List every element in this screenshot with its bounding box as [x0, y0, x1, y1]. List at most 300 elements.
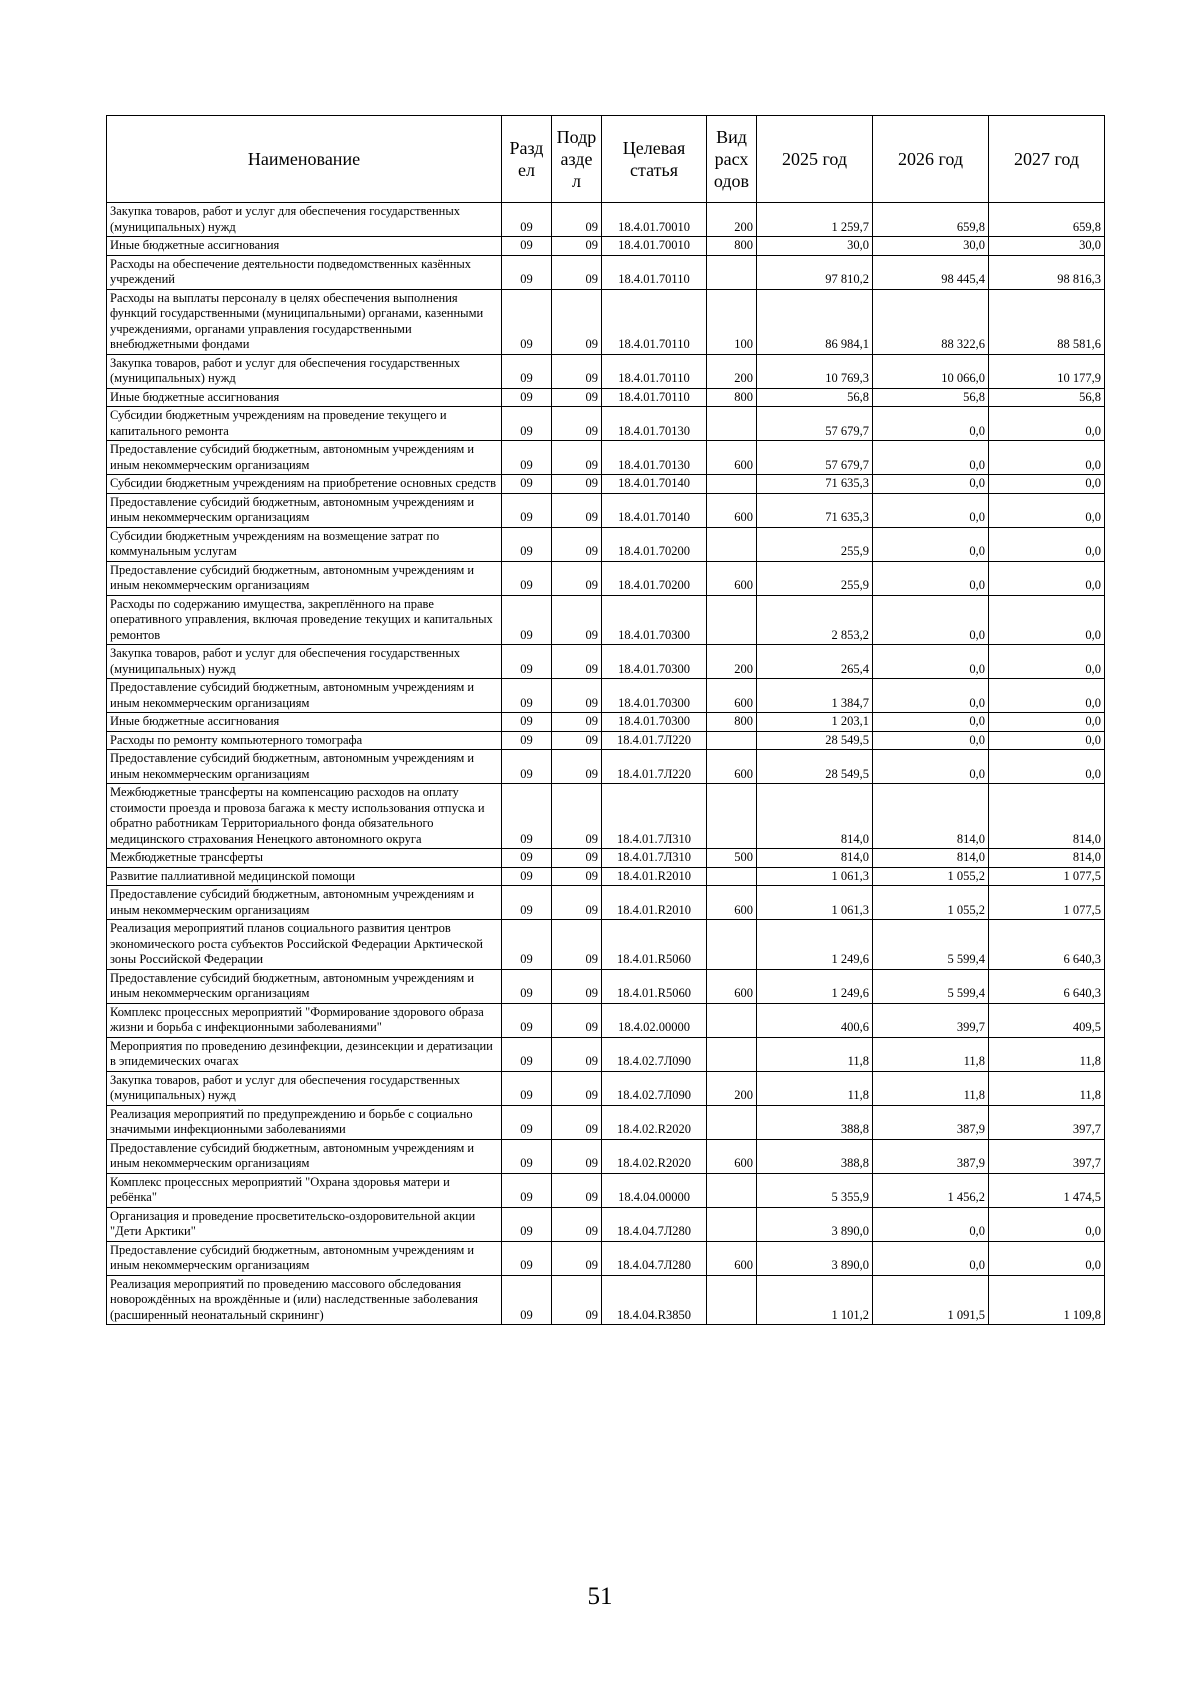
cell-section: 09 [502, 867, 552, 886]
cell-name: Закупка товаров, работ и услуг для обеспечения государственных (муниципальных) нужд [107, 645, 502, 679]
cell-expense-type: 600 [707, 1139, 757, 1173]
cell-subsection: 09 [552, 1173, 602, 1207]
cell-section: 09 [502, 886, 552, 920]
cell-2025: 28 549,5 [757, 750, 873, 784]
cell-expense-type: 600 [707, 750, 757, 784]
header-row [107, 116, 1105, 203]
cell-2027: 0,0 [989, 1207, 1105, 1241]
cell-2025: 97 810,2 [757, 255, 873, 289]
cell-name: Предоставление субсидий бюджетным, автономным учреждениям и иным некоммерческим организациям [107, 886, 502, 920]
header-2027: 2027 год [989, 116, 1105, 203]
cell-name: Предоставление субсидий бюджетным, автономным учреждениям и иным некоммерческим организациям [107, 561, 502, 595]
cell-2025: 3 890,0 [757, 1241, 873, 1275]
cell-2025: 11,8 [757, 1037, 873, 1071]
cell-2025: 10 769,3 [757, 354, 873, 388]
cell-section: 09 [502, 475, 552, 494]
cell-section: 09 [502, 849, 552, 868]
cell-2026: 0,0 [873, 493, 989, 527]
cell-2026: 0,0 [873, 407, 989, 441]
cell-section: 09 [502, 255, 552, 289]
page-number: 51 [587, 1583, 613, 1610]
cell-2026: 0,0 [873, 1241, 989, 1275]
table-row [107, 475, 1105, 494]
cell-target: 18.4.02.7Л090 [602, 1037, 707, 1071]
cell-name: Реализация мероприятий планов социального развития центров экономического роста субъектов Российской Федерации Арктической зоны Российской Федерации [107, 920, 502, 970]
cell-section: 09 [502, 731, 552, 750]
cell-target: 18.4.02.00000 [602, 1003, 707, 1037]
cell-section: 09 [502, 407, 552, 441]
cell-2025: 2 853,2 [757, 595, 873, 645]
table-row [107, 388, 1105, 407]
cell-name: Развитие паллиативной медицинской помощи [107, 867, 502, 886]
cell-section: 09 [502, 1207, 552, 1241]
cell-subsection: 09 [552, 1037, 602, 1071]
header-expense-type: Вид расх одов [707, 116, 757, 203]
cell-2025: 57 679,7 [757, 407, 873, 441]
table-row [107, 493, 1105, 527]
cell-subsection: 09 [552, 679, 602, 713]
header-name: Наименование [107, 116, 502, 203]
cell-subsection: 09 [552, 1071, 602, 1105]
cell-subsection: 09 [552, 441, 602, 475]
cell-2026: 0,0 [873, 527, 989, 561]
cell-2027: 397,7 [989, 1139, 1105, 1173]
cell-subsection: 09 [552, 713, 602, 732]
cell-expense-type [707, 867, 757, 886]
cell-2026: 659,8 [873, 203, 989, 237]
cell-2025: 56,8 [757, 388, 873, 407]
cell-expense-type: 600 [707, 969, 757, 1003]
cell-target: 18.4.04.00000 [602, 1173, 707, 1207]
cell-section: 09 [502, 1139, 552, 1173]
cell-2026: 5 599,4 [873, 969, 989, 1003]
table-row [107, 731, 1105, 750]
cell-2027: 0,0 [989, 407, 1105, 441]
cell-section: 09 [502, 388, 552, 407]
cell-target: 18.4.01.70300 [602, 595, 707, 645]
cell-2026: 11,8 [873, 1037, 989, 1071]
cell-target: 18.4.01.R2010 [602, 886, 707, 920]
budget-table [106, 115, 1105, 1325]
cell-target: 18.4.01.R5060 [602, 969, 707, 1003]
cell-2025: 1 259,7 [757, 203, 873, 237]
cell-2027: 1 077,5 [989, 867, 1105, 886]
cell-section: 09 [502, 1105, 552, 1139]
table-row [107, 645, 1105, 679]
cell-2025: 1 384,7 [757, 679, 873, 713]
cell-section: 09 [502, 1037, 552, 1071]
cell-target: 18.4.02.R2020 [602, 1105, 707, 1139]
cell-2027: 0,0 [989, 750, 1105, 784]
cell-expense-type [707, 1037, 757, 1071]
cell-name: Предоставление субсидий бюджетным, автономным учреждениям и иным некоммерческим организациям [107, 969, 502, 1003]
cell-2025: 3 890,0 [757, 1207, 873, 1241]
cell-2027: 98 816,3 [989, 255, 1105, 289]
cell-subsection: 09 [552, 1207, 602, 1241]
cell-2025: 400,6 [757, 1003, 873, 1037]
cell-section: 09 [502, 784, 552, 849]
cell-2026: 0,0 [873, 441, 989, 475]
cell-subsection: 09 [552, 1139, 602, 1173]
cell-section: 09 [502, 1275, 552, 1325]
cell-section: 09 [502, 645, 552, 679]
cell-2027: 1 077,5 [989, 886, 1105, 920]
cell-2026: 0,0 [873, 475, 989, 494]
table-row [107, 867, 1105, 886]
cell-2026: 814,0 [873, 849, 989, 868]
cell-2025: 1 101,2 [757, 1275, 873, 1325]
cell-2027: 1 109,8 [989, 1275, 1105, 1325]
cell-2026: 56,8 [873, 388, 989, 407]
cell-subsection: 09 [552, 750, 602, 784]
cell-expense-type [707, 407, 757, 441]
cell-target: 18.4.01.70300 [602, 645, 707, 679]
cell-subsection: 09 [552, 1105, 602, 1139]
cell-2027: 0,0 [989, 441, 1105, 475]
cell-subsection: 09 [552, 645, 602, 679]
cell-2027: 56,8 [989, 388, 1105, 407]
cell-name: Предоставление субсидий бюджетным, автономным учреждениям и иным некоммерческим организациям [107, 441, 502, 475]
cell-2025: 5 355,9 [757, 1173, 873, 1207]
cell-2027: 397,7 [989, 1105, 1105, 1139]
cell-section: 09 [502, 493, 552, 527]
cell-expense-type [707, 475, 757, 494]
cell-name: Субсидии бюджетным учреждениям на возмещение затрат по коммунальным услугам [107, 527, 502, 561]
cell-2027: 814,0 [989, 849, 1105, 868]
cell-expense-type: 200 [707, 354, 757, 388]
table-row [107, 1037, 1105, 1071]
cell-2025: 814,0 [757, 849, 873, 868]
header-target: Целевая статья [602, 116, 707, 203]
cell-2027: 11,8 [989, 1037, 1105, 1071]
cell-target: 18.4.01.70110 [602, 354, 707, 388]
table-row [107, 441, 1105, 475]
table-row [107, 255, 1105, 289]
cell-name: Мероприятия по проведению дезинфекции, дезинсекции и дератизации в эпидемических очагах [107, 1037, 502, 1071]
cell-expense-type: 800 [707, 388, 757, 407]
cell-target: 18.4.01.70110 [602, 255, 707, 289]
cell-target: 18.4.01.7Л220 [602, 750, 707, 784]
cell-expense-type: 600 [707, 1241, 757, 1275]
table-row [107, 561, 1105, 595]
cell-2027: 0,0 [989, 645, 1105, 679]
cell-subsection: 09 [552, 407, 602, 441]
cell-2027: 30,0 [989, 237, 1105, 256]
cell-subsection: 09 [552, 388, 602, 407]
cell-subsection: 09 [552, 561, 602, 595]
cell-2025: 86 984,1 [757, 289, 873, 354]
cell-target: 18.4.01.R5060 [602, 920, 707, 970]
cell-expense-type [707, 1105, 757, 1139]
cell-name: Расходы на выплаты персоналу в целях обеспечения выполнения функций государственными (муниципальными) органами, казенными учреждениями, органами управления государственными внебюджетными фондами [107, 289, 502, 354]
cell-2027: 11,8 [989, 1071, 1105, 1105]
cell-subsection: 09 [552, 255, 602, 289]
table-row [107, 920, 1105, 970]
cell-subsection: 09 [552, 289, 602, 354]
table-header [107, 116, 1105, 203]
cell-expense-type [707, 1275, 757, 1325]
cell-2025: 1 061,3 [757, 886, 873, 920]
cell-target: 18.4.01.70130 [602, 407, 707, 441]
cell-2026: 10 066,0 [873, 354, 989, 388]
cell-2026: 30,0 [873, 237, 989, 256]
header-2026: 2026 год [873, 116, 989, 203]
cell-expense-type: 800 [707, 713, 757, 732]
cell-2026: 88 322,6 [873, 289, 989, 354]
table-row [107, 679, 1105, 713]
cell-section: 09 [502, 920, 552, 970]
cell-section: 09 [502, 969, 552, 1003]
cell-2027: 0,0 [989, 679, 1105, 713]
cell-subsection: 09 [552, 595, 602, 645]
cell-target: 18.4.01.70110 [602, 388, 707, 407]
cell-name: Закупка товаров, работ и услуг для обеспечения государственных (муниципальных) нужд [107, 203, 502, 237]
cell-expense-type [707, 595, 757, 645]
cell-2026: 0,0 [873, 750, 989, 784]
cell-expense-type [707, 255, 757, 289]
cell-subsection: 09 [552, 731, 602, 750]
cell-2026: 1 055,2 [873, 886, 989, 920]
table-row [107, 1173, 1105, 1207]
cell-target: 18.4.01.70010 [602, 203, 707, 237]
cell-subsection: 09 [552, 969, 602, 1003]
cell-name: Реализация мероприятий по предупреждению и борьбе с социально значимыми инфекционными заболеваниями [107, 1105, 502, 1139]
cell-section: 09 [502, 1173, 552, 1207]
cell-name: Комплекс процессных мероприятий "Охрана здоровья матери и ребёнка" [107, 1173, 502, 1207]
cell-expense-type [707, 784, 757, 849]
cell-target: 18.4.02.R2020 [602, 1139, 707, 1173]
cell-2027: 10 177,9 [989, 354, 1105, 388]
cell-name: Расходы на обеспечение деятельности подведомственных казённых учреждений [107, 255, 502, 289]
cell-subsection: 09 [552, 920, 602, 970]
cell-2025: 71 635,3 [757, 493, 873, 527]
table-row [107, 407, 1105, 441]
cell-2027: 0,0 [989, 475, 1105, 494]
cell-name: Межбюджетные трансферты [107, 849, 502, 868]
cell-2025: 1 249,6 [757, 969, 873, 1003]
cell-2027: 1 474,5 [989, 1173, 1105, 1207]
cell-2027: 6 640,3 [989, 969, 1105, 1003]
cell-expense-type: 600 [707, 441, 757, 475]
cell-expense-type: 200 [707, 645, 757, 679]
cell-name: Комплекс процессных мероприятий "Формирование здорового образа жизни и борьба с инфекционными заболеваниями" [107, 1003, 502, 1037]
cell-2027: 0,0 [989, 595, 1105, 645]
cell-section: 09 [502, 1003, 552, 1037]
cell-target: 18.4.01.70110 [602, 289, 707, 354]
cell-2026: 0,0 [873, 1207, 989, 1241]
cell-section: 09 [502, 527, 552, 561]
cell-name: Предоставление субсидий бюджетным, автономным учреждениям и иным некоммерческим организациям [107, 1241, 502, 1275]
cell-expense-type [707, 527, 757, 561]
table-row [107, 289, 1105, 354]
cell-2027: 0,0 [989, 713, 1105, 732]
header-2025: 2025 год [757, 116, 873, 203]
table-row [107, 969, 1105, 1003]
cell-subsection: 09 [552, 527, 602, 561]
header-subsection: Подр азде л [552, 116, 602, 203]
cell-name: Расходы по содержанию имущества, закреплённого на праве оперативного управления, включая проведение текущих и капитальных ремонтов [107, 595, 502, 645]
cell-target: 18.4.04.7Л280 [602, 1207, 707, 1241]
table-row [107, 886, 1105, 920]
cell-name: Предоставление субсидий бюджетным, автономным учреждениям и иным некоммерческим организациям [107, 679, 502, 713]
cell-target: 18.4.04.7Л280 [602, 1241, 707, 1275]
cell-target: 18.4.01.70140 [602, 493, 707, 527]
cell-name: Иные бюджетные ассигнования [107, 237, 502, 256]
cell-name: Субсидии бюджетным учреждениям на проведение текущего и капитального ремонта [107, 407, 502, 441]
cell-2027: 0,0 [989, 561, 1105, 595]
cell-target: 18.4.01.70140 [602, 475, 707, 494]
cell-2025: 255,9 [757, 561, 873, 595]
cell-section: 09 [502, 354, 552, 388]
cell-section: 09 [502, 1241, 552, 1275]
cell-2025: 1 249,6 [757, 920, 873, 970]
cell-expense-type: 200 [707, 1071, 757, 1105]
table-row [107, 527, 1105, 561]
cell-2025: 1 061,3 [757, 867, 873, 886]
cell-2026: 399,7 [873, 1003, 989, 1037]
cell-2027: 814,0 [989, 784, 1105, 849]
cell-subsection: 09 [552, 237, 602, 256]
cell-target: 18.4.01.70200 [602, 527, 707, 561]
cell-2027: 659,8 [989, 203, 1105, 237]
cell-target: 18.4.04.R3850 [602, 1275, 707, 1325]
cell-expense-type [707, 1173, 757, 1207]
cell-2026: 1 055,2 [873, 867, 989, 886]
cell-2025: 57 679,7 [757, 441, 873, 475]
cell-2027: 0,0 [989, 527, 1105, 561]
cell-expense-type: 600 [707, 886, 757, 920]
cell-2026: 5 599,4 [873, 920, 989, 970]
cell-expense-type: 800 [707, 237, 757, 256]
cell-section: 09 [502, 561, 552, 595]
table-row [107, 784, 1105, 849]
cell-2025: 265,4 [757, 645, 873, 679]
cell-subsection: 09 [552, 784, 602, 849]
cell-section: 09 [502, 237, 552, 256]
cell-2026: 0,0 [873, 595, 989, 645]
cell-section: 09 [502, 595, 552, 645]
cell-2025: 388,8 [757, 1139, 873, 1173]
cell-2025: 1 203,1 [757, 713, 873, 732]
cell-target: 18.4.01.7Л220 [602, 731, 707, 750]
cell-2025: 388,8 [757, 1105, 873, 1139]
cell-name: Предоставление субсидий бюджетным, автономным учреждениям и иным некоммерческим организациям [107, 750, 502, 784]
cell-name: Субсидии бюджетным учреждениям на приобретение основных средств [107, 475, 502, 494]
cell-expense-type [707, 1003, 757, 1037]
cell-2025: 255,9 [757, 527, 873, 561]
table-row [107, 237, 1105, 256]
cell-section: 09 [502, 750, 552, 784]
table-row [107, 203, 1105, 237]
table-row [107, 1139, 1105, 1173]
cell-section: 09 [502, 1071, 552, 1105]
cell-subsection: 09 [552, 1275, 602, 1325]
cell-name: Организация и проведение просветительско-оздоровительной акции "Дети Арктики" [107, 1207, 502, 1241]
cell-2027: 0,0 [989, 493, 1105, 527]
cell-name: Иные бюджетные ассигнования [107, 388, 502, 407]
cell-2026: 0,0 [873, 731, 989, 750]
cell-2025: 11,8 [757, 1071, 873, 1105]
table-row [107, 1003, 1105, 1037]
cell-expense-type [707, 920, 757, 970]
table-row [107, 354, 1105, 388]
cell-name: Предоставление субсидий бюджетным, автономным учреждениям и иным некоммерческим организациям [107, 493, 502, 527]
cell-expense-type [707, 731, 757, 750]
cell-name: Закупка товаров, работ и услуг для обеспечения государственных (муниципальных) нужд [107, 354, 502, 388]
cell-subsection: 09 [552, 1003, 602, 1037]
cell-name: Реализация мероприятий по проведению массового обследования новорождённых на врождённые и (или) наследственные заболевания (расширенный неонатальный скрининг) [107, 1275, 502, 1325]
cell-subsection: 09 [552, 886, 602, 920]
cell-expense-type: 100 [707, 289, 757, 354]
table-row [107, 1105, 1105, 1139]
cell-expense-type: 600 [707, 679, 757, 713]
table-row [107, 713, 1105, 732]
cell-expense-type: 600 [707, 493, 757, 527]
cell-section: 09 [502, 203, 552, 237]
cell-2025: 814,0 [757, 784, 873, 849]
cell-subsection: 09 [552, 475, 602, 494]
cell-2026: 1 091,5 [873, 1275, 989, 1325]
cell-target: 18.4.01.7Л310 [602, 849, 707, 868]
cell-subsection: 09 [552, 1241, 602, 1275]
cell-2026: 0,0 [873, 645, 989, 679]
cell-2026: 98 445,4 [873, 255, 989, 289]
cell-subsection: 09 [552, 867, 602, 886]
cell-section: 09 [502, 713, 552, 732]
cell-subsection: 09 [552, 354, 602, 388]
cell-target: 18.4.01.7Л310 [602, 784, 707, 849]
cell-2026: 0,0 [873, 679, 989, 713]
cell-2026: 0,0 [873, 561, 989, 595]
cell-2025: 71 635,3 [757, 475, 873, 494]
cell-2027: 0,0 [989, 1241, 1105, 1275]
cell-2026: 814,0 [873, 784, 989, 849]
cell-section: 09 [502, 441, 552, 475]
cell-2027: 0,0 [989, 731, 1105, 750]
cell-name: Межбюджетные трансферты на компенсацию расходов на оплату стоимости проезда и провоза багажа к месту использования отпуска и обратно работникам Территориального фонда обязательного медицинского страхования Ненецкого автономного округа [107, 784, 502, 849]
table-row [107, 595, 1105, 645]
table-row [107, 750, 1105, 784]
cell-expense-type: 600 [707, 561, 757, 595]
cell-target: 18.4.01.70200 [602, 561, 707, 595]
cell-subsection: 09 [552, 849, 602, 868]
cell-expense-type: 500 [707, 849, 757, 868]
cell-2025: 30,0 [757, 237, 873, 256]
cell-target: 18.4.02.7Л090 [602, 1071, 707, 1105]
cell-2026: 0,0 [873, 713, 989, 732]
cell-subsection: 09 [552, 493, 602, 527]
table-row [107, 849, 1105, 868]
cell-name: Иные бюджетные ассигнования [107, 713, 502, 732]
table-row [107, 1071, 1105, 1105]
cell-target: 18.4.01.70010 [602, 237, 707, 256]
cell-2026: 387,9 [873, 1139, 989, 1173]
table-row [107, 1241, 1105, 1275]
cell-2026: 11,8 [873, 1071, 989, 1105]
cell-target: 18.4.01.70300 [602, 679, 707, 713]
table-row [107, 1275, 1105, 1325]
table-body [107, 203, 1105, 1325]
cell-section: 09 [502, 679, 552, 713]
cell-name: Расходы по ремонту компьютерного томографа [107, 731, 502, 750]
cell-2026: 1 456,2 [873, 1173, 989, 1207]
table-row [107, 1207, 1105, 1241]
cell-2027: 88 581,6 [989, 289, 1105, 354]
cell-section: 09 [502, 289, 552, 354]
cell-name: Предоставление субсидий бюджетным, автономным учреждениям и иным некоммерческим организациям [107, 1139, 502, 1173]
cell-subsection: 09 [552, 203, 602, 237]
cell-target: 18.4.01.70300 [602, 713, 707, 732]
